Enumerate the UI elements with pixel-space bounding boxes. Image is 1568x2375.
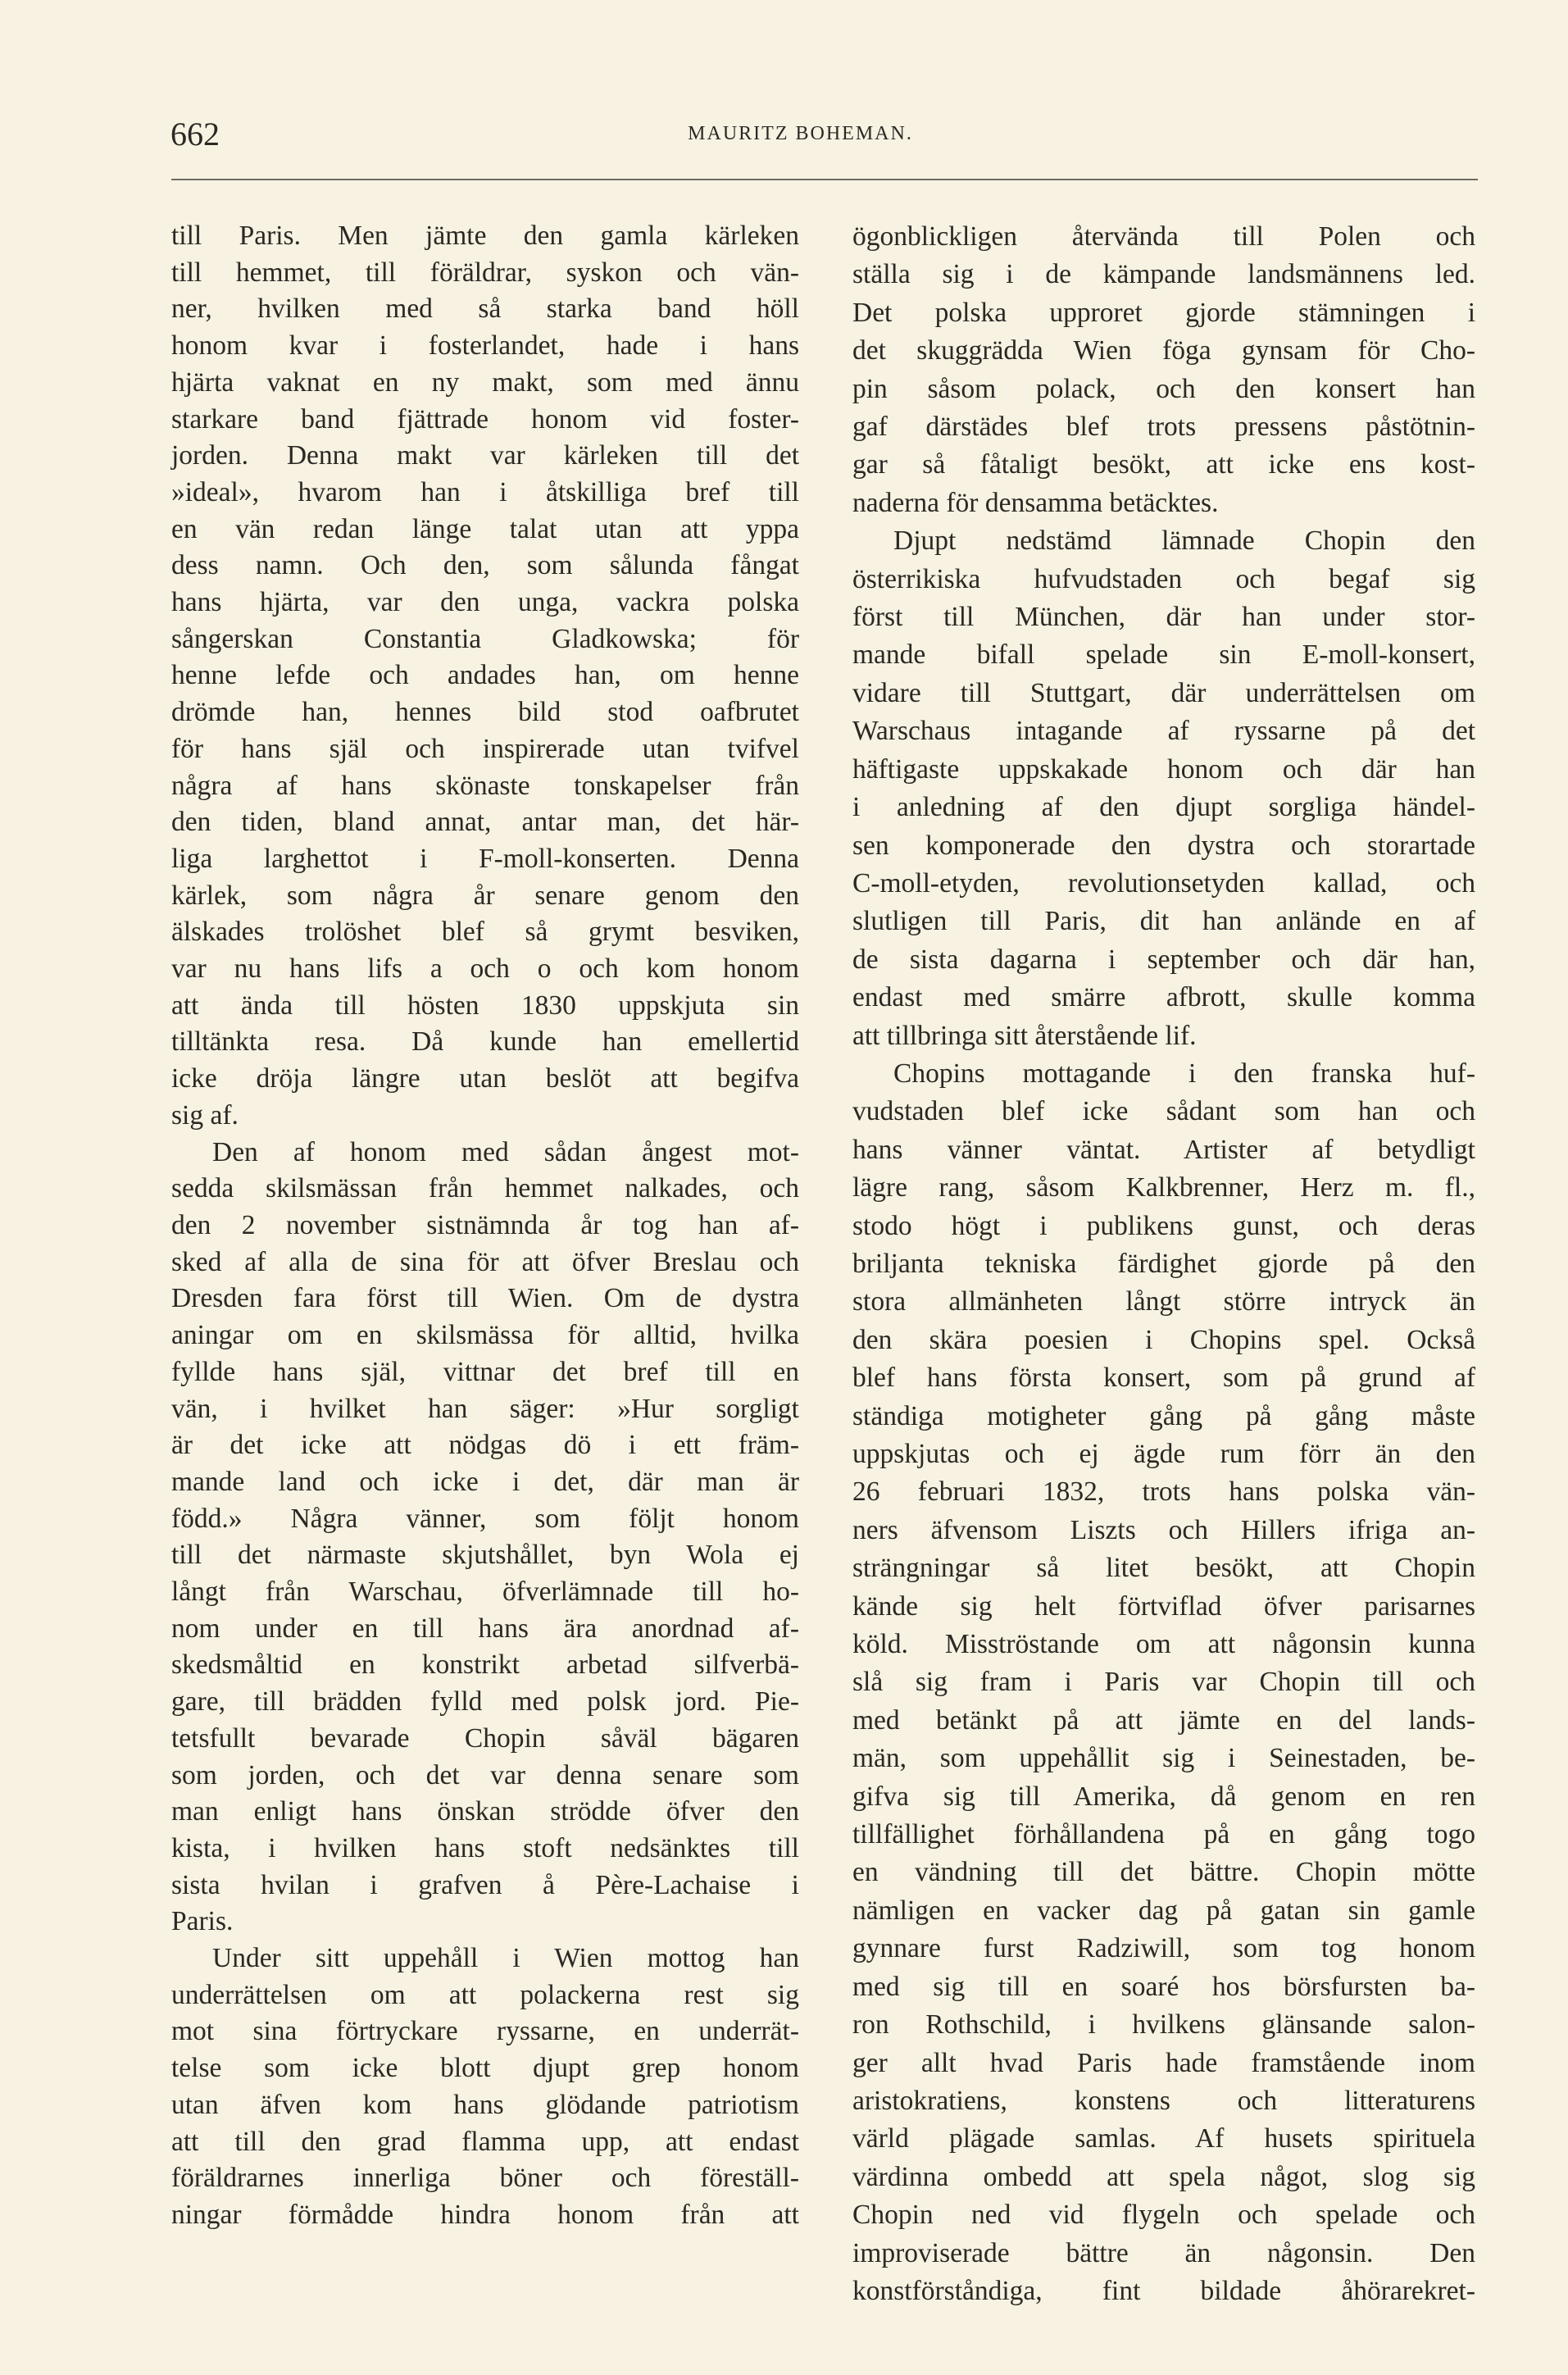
text-line: improviserade bättre än någonsin. Den — [852, 2237, 1475, 2268]
text-line: honom kvar i fosterlandet, hade i hans — [171, 330, 799, 362]
text-line: hjärta vaknat en ny makt, som med ännu — [171, 366, 799, 398]
text-line: gare, till brädden fylld med polsk jord. Pie- — [171, 1686, 799, 1718]
text-line: stora allmänheten långt större intryck än — [852, 1286, 1475, 1317]
paragraph — [852, 1055, 1475, 2310]
text-line: lägre rang, såsom Kalkbrenner, Herz m. fl., — [852, 1172, 1475, 1203]
text-line: män, som uppehållit sig i Seinestaden, be- — [852, 1743, 1475, 1774]
text-line: sista hvilan i grafven å Père-Lachaise i — [171, 1869, 799, 1900]
text-line: gaf därstädes blef trots pressens påstötnin- — [852, 412, 1475, 443]
text-line: Under sitt uppehåll i Wien mottog han — [212, 1943, 799, 1974]
text-line: Dresden fara först till Wien. Om de dystra — [171, 1283, 799, 1314]
text-line: född.» Några vänner, som följt honom — [171, 1503, 799, 1534]
text-line: kärlek, som några år senare genom den — [171, 880, 799, 911]
text-line: först till München, där han under stor- — [852, 602, 1475, 633]
text-line: häftigaste uppskakade honom och där han — [852, 753, 1475, 785]
text-line: mot sina förtryckare ryssarne, en underrät- — [171, 2016, 799, 2047]
header-rule — [171, 179, 1478, 180]
text-line: tilltänkta resa. Då kunde han emellertid — [171, 1026, 799, 1058]
text-line: kände sig helt förtviflad öfver parisarnes — [852, 1590, 1475, 1622]
paragraph — [171, 218, 799, 1135]
text-line: sen komponerade den dystra och storartade — [852, 830, 1475, 861]
paragraph — [171, 1135, 799, 1940]
text-line: Djupt nedstämd lämnade Chopin den — [893, 526, 1475, 557]
text-line: österrikiska hufvudstaden och begaf sig — [852, 563, 1475, 594]
text-line: konstförståndiga, fint bildade åhörarekret- — [852, 2275, 1475, 2306]
text-line: var nu hans lifs a och o och kom honom — [171, 953, 799, 985]
text-line: hans hjärta, var den unga, vackra polska — [171, 587, 799, 618]
text-line: fyllde hans själ, vittnar det bref till en — [171, 1356, 799, 1387]
text-line: sked af alla de sina för att öfver Breslau och — [171, 1246, 799, 1277]
text-column-right — [852, 218, 1475, 2310]
text-line: föräldrarnes innerliga böner och föreställ- — [171, 2163, 799, 2194]
text-line: jorden. Denna makt var kärleken till det — [171, 440, 799, 471]
text-line: att ända till hösten 1830 uppskjuta sin — [171, 990, 799, 1021]
paragraph — [852, 218, 1475, 522]
text-line: ögonblickligen återvända till Polen och — [852, 221, 1475, 252]
text-line: i anledning af den djupt sorgliga händel- — [852, 792, 1475, 823]
text-line: skedsmåltid en konstrikt arbetad silfverbä- — [171, 1649, 799, 1681]
text-line: henne lefde och andades han, om henne — [171, 660, 799, 691]
text-line: att tillbringa sitt återstående lif. — [852, 1020, 1197, 1051]
text-line: den skära poesien i Chopins spel. Också — [852, 1324, 1475, 1355]
text-line: en vändning till det bättre. Chopin mötte — [852, 1857, 1475, 1888]
text-line: stodo högt i publikens gunst, och deras — [852, 1210, 1475, 1241]
text-line: man enligt hans önskan strödde öfver den — [171, 1796, 799, 1827]
text-line: med sig till en soaré hos börsfursten ba- — [852, 1971, 1475, 2002]
text-line: mande land och icke i det, där man är — [171, 1466, 799, 1497]
running-title: MAURITZ BOHEMAN. — [688, 123, 913, 144]
text-line: endast med smärre afbrott, skulle komma — [852, 982, 1475, 1013]
text-line: för hans själ och inspirerade utan tvifvel — [171, 733, 799, 764]
text-line: Chopins mottagande i den franska huf- — [893, 1058, 1475, 1089]
text-line: utan äfven kom hans glödande patriotism — [171, 2089, 799, 2120]
text-line: den tiden, bland annat, antar man, det här- — [171, 807, 799, 838]
text-line: värdinna ombedd att spela något, slog sig — [852, 2161, 1475, 2192]
text-line: gifva sig till Amerika, då genom en ren — [852, 1781, 1475, 1812]
text-line: briljanta tekniska färdighet gjorde på den — [852, 1248, 1475, 1279]
text-line: kista, i hvilken hans stoft nedsänktes till — [171, 1832, 799, 1863]
text-line: uppskjutas och ej ägde rum förr än den — [852, 1439, 1475, 1469]
text-line: nom under en till hans ära anordnad af- — [171, 1613, 799, 1644]
text-line: slutligen till Paris, dit han anlände en af — [852, 906, 1475, 937]
text-line: naderna för densamma betäcktes. — [852, 487, 1219, 518]
text-line: de sista dagarna i september och där han, — [852, 944, 1475, 975]
text-line: ger allt hvad Paris hade framstående inom — [852, 2047, 1475, 2078]
text-line: älskades trolöshet blef så grymt besviken, — [171, 917, 799, 948]
text-line: några af hans skönaste tonskapelser från — [171, 770, 799, 801]
text-line: att till den grad flamma upp, att endast — [171, 2126, 799, 2157]
text-line: till hemmet, till föräldrar, syskon och vän- — [171, 257, 799, 288]
text-line: vudstaden blef icke sådant som han och — [852, 1096, 1475, 1127]
text-line: gynnare furst Radziwill, som tog honom — [852, 1933, 1475, 1964]
text-line: värld plägade samlas. Af husets spirituela — [852, 2123, 1475, 2154]
text-line: slå sig fram i Paris var Chopin till och — [852, 1667, 1475, 1698]
text-line: starkare band fjättrade honom vid foster- — [171, 403, 799, 435]
text-line: en vän redan länge talat utan att yppa — [171, 513, 799, 544]
text-line: nämligen en vacker dag på gatan sin gamle — [852, 1895, 1475, 1926]
text-line: tillfällighet förhållandena på en gång togo — [852, 1819, 1475, 1850]
text-line: Det polska upproret gjorde stämningen i — [852, 297, 1475, 328]
text-line: som jorden, och det var denna senare som — [171, 1759, 799, 1790]
text-line: ställa sig i de kämpande landsmännens led. — [852, 259, 1475, 290]
text-line: till det närmaste skjutshållet, byn Wola ej — [171, 1540, 799, 1571]
text-line: sig af. — [171, 1099, 239, 1131]
text-line: Den af honom med sådan ångest mot- — [212, 1136, 799, 1167]
text-line: hans vänner väntat. Artister af betydligt — [852, 1134, 1475, 1165]
text-line: gar så fåtaligt besökt, att icke ens kost- — [852, 449, 1475, 480]
text-line: Paris. — [171, 1906, 234, 1937]
text-line: pin såsom polack, och den konsert han — [852, 373, 1475, 404]
text-line: tetsfullt bevarade Chopin såväl bägaren — [171, 1722, 799, 1754]
text-line: köld. Misströstande om att någonsin kunna — [852, 1629, 1475, 1660]
text-line: underrättelsen om att polackerna rest sig — [171, 1979, 799, 2010]
text-line: ständiga motigheter gång på gång måste — [852, 1400, 1475, 1431]
text-line: »ideal», hvarom han i åtskilliga bref till — [171, 476, 799, 507]
text-line: C-moll-etyden, revolutionsetyden kallad, och — [852, 867, 1475, 899]
text-line: dess namn. Och den, som sålunda fångat — [171, 550, 799, 581]
text-line: telse som icke blott djupt grep honom — [171, 2053, 799, 2084]
text-line: den 2 november sistnämnda år tog han af- — [171, 1209, 799, 1240]
text-line: Warschaus intagande af ryssarne på det — [852, 716, 1475, 747]
text-line: aristokratiens, konstens och litteraturens — [852, 2085, 1475, 2116]
text-line: är det icke att nödgas dö i ett främ- — [171, 1430, 799, 1461]
text-line: sedda skilsmässan från hemmet nalkades, och — [171, 1173, 799, 1204]
text-line: ners äfvensom Liszts och Hillers ifriga an- — [852, 1514, 1475, 1545]
text-line: Chopin ned vid flygeln och spelade och — [852, 2200, 1475, 2231]
text-line: drömde han, hennes bild stod oafbrutet — [171, 697, 799, 728]
text-line: med betänkt på att jämte en del lands- — [852, 1704, 1475, 1736]
text-line: mande bifall spelade sin E-moll-konsert, — [852, 639, 1475, 671]
paragraph — [171, 1940, 799, 2234]
text-line: 26 februari 1832, trots hans polska vän- — [852, 1476, 1475, 1508]
text-line: långt från Warschau, öfverlämnade till ho- — [171, 1577, 799, 1608]
text-line: ner, hvilken med så starka band höll — [171, 293, 799, 325]
text-line: aningar om en skilsmässa för alltid, hvilka — [171, 1320, 799, 1351]
text-line: sångerskan Constantia Gladkowska; för — [171, 623, 799, 654]
text-line: icke dröja längre utan beslöt att begifva — [171, 1063, 799, 1094]
text-line: vän, i hvilket han säger: »Hur sorgligt — [171, 1393, 799, 1424]
page-number: 662 — [170, 116, 220, 152]
text-line: vidare till Stuttgart, där underrättelsen om — [852, 677, 1475, 708]
text-line: liga larghettot i F-moll-konserten. Denna — [171, 843, 799, 874]
text-column-left — [171, 218, 799, 2234]
text-line: det skuggrädda Wien föga gynsam för Cho- — [852, 335, 1475, 366]
text-line: till Paris. Men jämte den gamla kärleken — [171, 221, 799, 251]
text-line: ningar förmådde hindra honom från att — [171, 2199, 799, 2230]
text-line: blef hans första konsert, som på grund af — [852, 1363, 1475, 1394]
text-line: ron Rothschild, i hvilkens glänsande salon- — [852, 2009, 1475, 2041]
paragraph — [852, 522, 1475, 1055]
text-line: strängningar så litet besökt, att Chopin — [852, 1553, 1475, 1584]
